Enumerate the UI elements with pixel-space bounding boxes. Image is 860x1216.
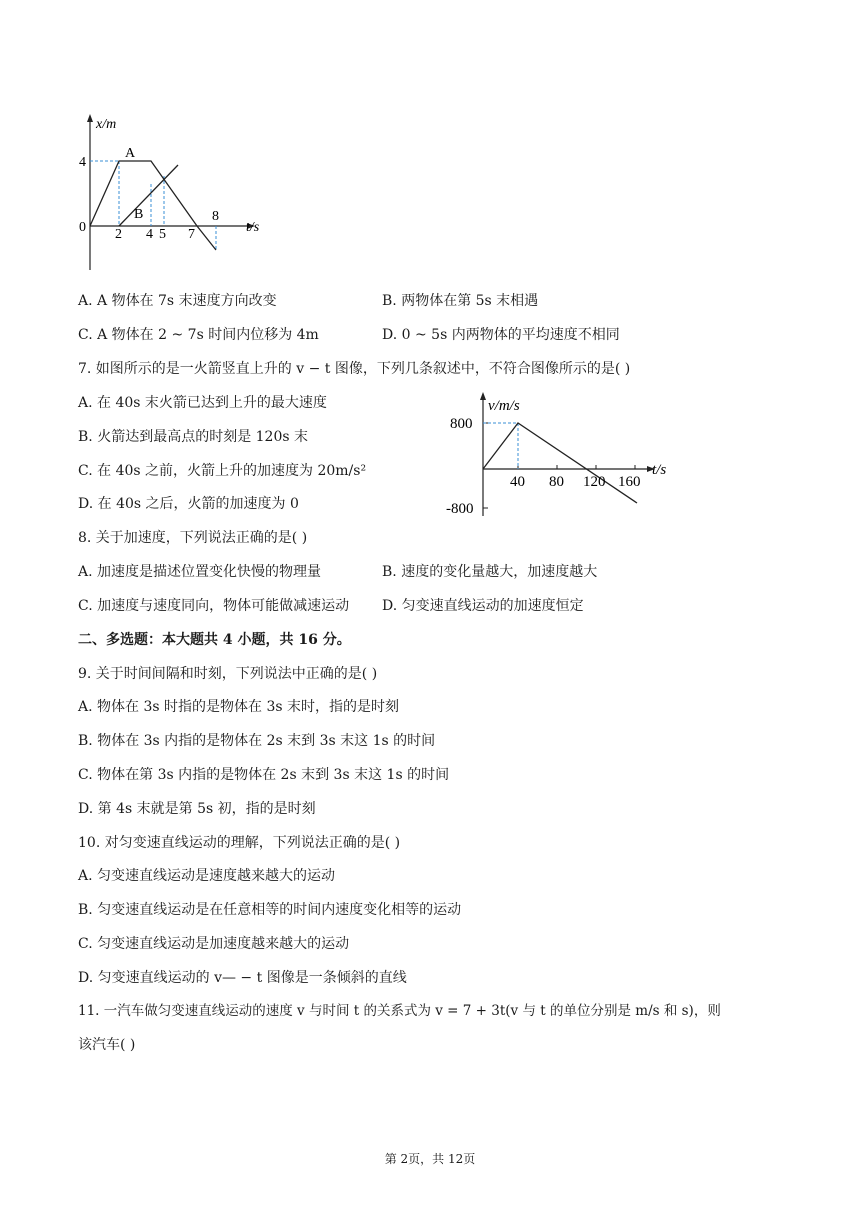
page-footer: 第 2页，共 12页 (384, 1152, 476, 1166)
q7-option-c: C. 在 40s 之前，火箭上升的加速度为 20m/s² (78, 463, 367, 479)
fig1-x-label: t/s (246, 220, 260, 235)
fig1-line-b (119, 165, 178, 226)
q9-option-d: D. 第 4s 末就是第 5s 初，指的是时刻 (78, 801, 316, 817)
fig1-ytick-4: 4 (79, 155, 86, 170)
q10-option-c: C. 匀变速直线运动是加速度越来越大的运动 (78, 936, 350, 952)
q11-stem-line2: 该汽车( ) (78, 1037, 136, 1053)
fig1-line-a (90, 161, 216, 250)
q7-option-a: A. 在 40s 末火箭已达到上升的最大速度 (78, 395, 327, 411)
q10-option-b: B. 匀变速直线运动是在任意相等的时间内速度变化相等的运动 (78, 902, 462, 918)
xt-graph (70, 110, 280, 280)
q7-option-d: D. 在 40s 之后，火箭的加速度为 0 (78, 496, 299, 512)
fig1-label-b: B (134, 207, 144, 222)
fig2-xtick-160: 160 (618, 474, 641, 490)
fig1-xtick-5: 5 (159, 227, 166, 242)
fig1-y-label: x/m (96, 117, 117, 132)
q9-stem: 9. 关于时间间隔和时刻，下列说法中正确的是( ) (78, 666, 378, 682)
q8-option-d: D. 匀变速直线运动的加速度恒定 (382, 598, 584, 614)
q9-option-c: C. 物体在第 3s 内指的是物体在 2s 末到 3s 末这 1s 的时间 (78, 767, 450, 783)
q8-option-c: C. 加速度与速度同向，物体可能做减速运动 (78, 598, 350, 614)
q7-option-b: B. 火箭达到最高点的时刻是 120s 末 (78, 429, 308, 445)
fig1-xtick-8: 8 (212, 209, 219, 224)
q10-stem: 10. 对匀变速直线运动的理解，下列说法正确的是( ) (78, 835, 401, 851)
q6-option-b: B. 两物体在第 5s 末相遇 (382, 293, 539, 309)
fig2-y-label: v/m/s (488, 398, 520, 414)
fig2-vt-line (483, 423, 637, 503)
fig2-ytick-neg800: -800 (446, 501, 474, 517)
q10-option-a: A. 匀变速直线运动是速度越来越大的运动 (78, 868, 336, 884)
q6-option-d: D. 0 ~ 5s 内两物体的平均速度不相同 (382, 327, 620, 343)
fig1-xtick-4: 4 (146, 227, 153, 242)
fig1-ytick-0: 0 (79, 220, 86, 235)
fig2-xtick-120: 120 (583, 474, 606, 490)
q7-stem: 7. 如图所示的是一火箭竖直上升的 v − t 图像，下列几条叙述中，不符合图像所示的是( ) (78, 361, 631, 377)
fig2-y-arrow (480, 392, 486, 400)
q8-option-a: A. 加速度是描述位置变化快慢的物理量 (78, 564, 322, 580)
vt-graph (440, 388, 680, 523)
q9-option-a: A. 物体在 3s 时指的是物体在 3s 末时，指的是时刻 (78, 699, 399, 715)
q6-option-a: A. A 物体在 7s 末速度方向改变 (78, 293, 277, 309)
fig1-label-a: A (125, 146, 136, 161)
fig1-y-arrow (87, 114, 93, 122)
section-heading: 二、多选题：本大题共 4 小题，共 16 分。 (78, 632, 351, 648)
fig2-ytick-800: 800 (450, 416, 473, 432)
fig1-xtick-7: 7 (188, 227, 195, 242)
q6-option-c: C. A 物体在 2 ~ 7s 时间内位移为 4m (78, 327, 319, 343)
q8-option-b: B. 速度的变化量越大，加速度越大 (382, 564, 598, 580)
fig1-xtick-2: 2 (115, 227, 122, 242)
q8-stem: 8. 关于加速度，下列说法正确的是( ) (78, 530, 308, 546)
fig2-xtick-40: 40 (510, 474, 525, 490)
q9-option-b: B. 物体在 3s 内指的是物体在 2s 末到 3s 末这 1s 的时间 (78, 733, 436, 749)
fig2-xtick-80: 80 (549, 474, 564, 490)
q10-option-d: D. 匀变速直线运动的 v— − t 图像是一条倾斜的直线 (78, 970, 407, 986)
q11-stem-line1: 11. 一汽车做匀变速直线运动的速度 v 与时间 t 的关系式为 v = 7 + 3t(v 与 t 的单位分别是 m/s 和 s)，则 (78, 1003, 721, 1019)
fig2-x-label: t/s (652, 462, 667, 478)
